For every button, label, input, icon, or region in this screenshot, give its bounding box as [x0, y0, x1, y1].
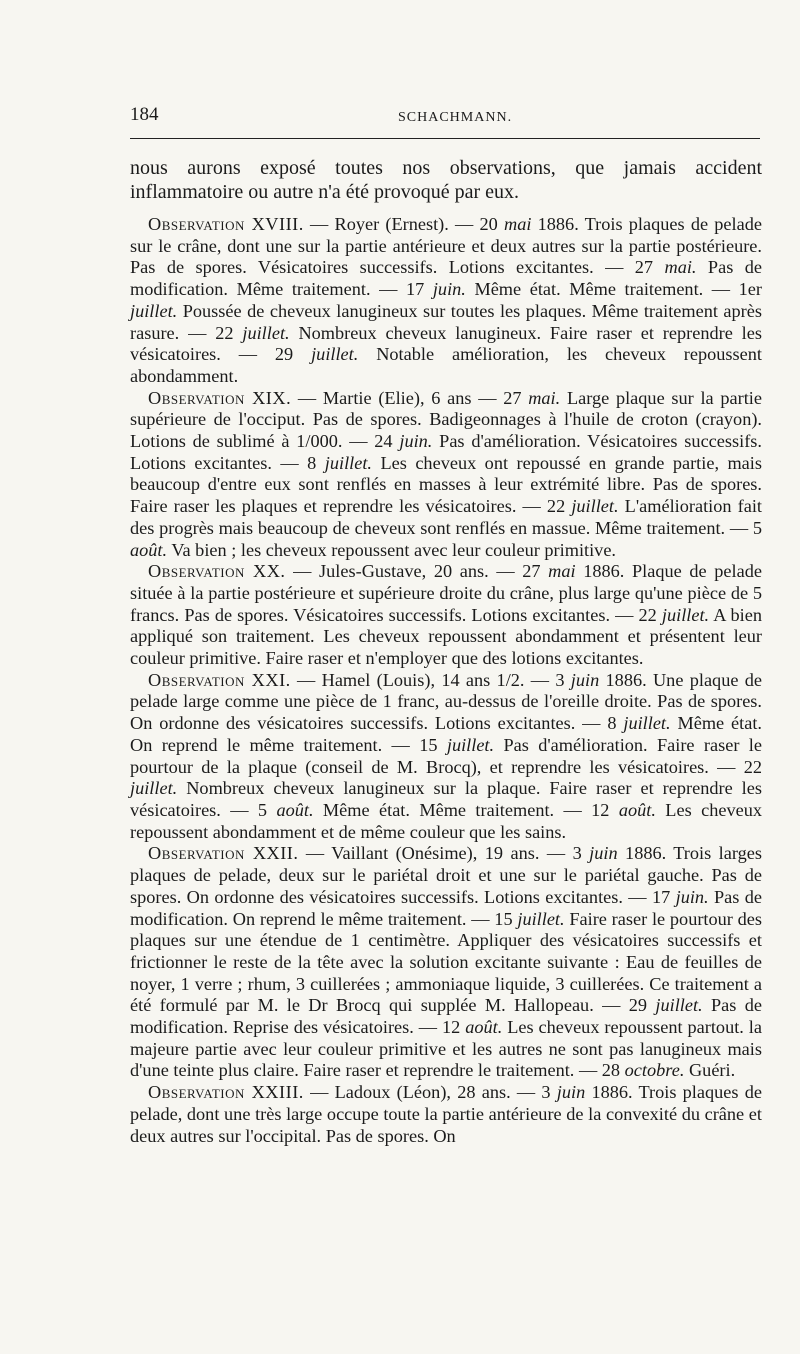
date-text: juin.: [432, 279, 466, 300]
observation-text: Large plaque sur la partie supérieure de l'occiput. Pas de spores. Badigeonnages à l'huile de croton (crayon). Lotions de sublimé à 1/000. — 24: [130, 387, 762, 452]
observation-text: Les cheveux repoussent abondamment et de même couleur que les sains.: [130, 799, 762, 842]
header-rule: [130, 138, 760, 139]
observation-text: — Martie (Elie), 6 ans — 27: [291, 387, 529, 408]
observation-text: — Ladoux (Léon), 28 ans. — 3: [303, 1082, 557, 1103]
observation-text: — Hamel (Louis), 14 ans 1/2. — 3: [290, 669, 571, 690]
observation-text: — Vaillant (Onésime), 19 ans. — 3: [298, 843, 590, 864]
observation-text: Pas d'amélioration. Faire raser le pourtour de la plaque (conseil de M. Brocq), et reprendre les vésicatoires. — 22: [130, 734, 762, 777]
observation-text: 1886. Une plaque de pelade large comme une pièce de 1 franc, au-dessus de l'oreille droite. Pas de spores. On ordonne des vésicatoires successifs. Lotions excitantes. — 8: [130, 669, 762, 734]
observation-paragraph: [130, 670, 762, 844]
date-text: juin: [589, 843, 618, 864]
observation-label: Observation XXI.: [148, 669, 291, 690]
observation-text: Pas d'amélioration. Vésicatoires successifs. Lotions excitantes. — 8: [130, 431, 762, 473]
page-header: [130, 104, 762, 132]
date-text: juillet.: [571, 496, 619, 517]
date-text: juillet.: [311, 344, 359, 365]
observation-paragraph: [130, 214, 762, 388]
date-text: juin.: [399, 431, 433, 452]
date-text: juin: [556, 1082, 586, 1103]
observation-text: A bien appliqué son traitement. Les cheveux repoussent abondamment et présentent leur couleur primitive. Faire raser et n'employer que des lotions excitantes.: [130, 604, 762, 669]
observation-text: Poussée de cheveux lanugineux sur toutes les plaques. Même traitement après rasure. — 22: [130, 300, 762, 343]
date-text: juillet.: [242, 322, 290, 343]
observation-label: Observation XXII.: [148, 843, 299, 864]
date-text: juillet.: [130, 778, 178, 799]
date-text: juin: [570, 669, 600, 690]
observation-text: Faire raser le pourtour des plaques sur une étendue de 1 centimètre. Appliquer des vésicatoires successifs et frictionner le reste de la tête avec la solution excitante suivante : Eau de feuilles de noyer, 1 verre ; rhum, 3 cuillerées ; ammoniaque liquide, 3 cuillerées. Ce traitement a été formulé par M. le Dr Brocq qui supplée M. Hallopeau. — 29: [130, 908, 763, 1016]
observation-paragraph: [130, 561, 762, 670]
observation-paragraph: [130, 388, 762, 562]
observation-text: L'amélioration fait des progrès mais beaucoup de cheveux sont renflés en massue. Même traitement. — 5: [130, 496, 762, 538]
date-text: août.: [618, 799, 656, 820]
observation-text: — Jules-Gustave, 20 ans. — 27: [285, 561, 549, 582]
page-number: 184: [130, 104, 159, 125]
date-text: juillet.: [324, 452, 373, 473]
date-text: juillet.: [446, 734, 495, 755]
date-text: août.: [276, 799, 314, 820]
observation-text: Pas de modification. Reprise des vésicatoires. — 12: [130, 995, 762, 1038]
observation-text: Pas de modification. Même traitement. — 17: [130, 257, 762, 300]
observation-paragraph: [130, 843, 762, 1082]
observation-text: Va bien ; les cheveux repoussent avec leur couleur primitive.: [167, 539, 617, 560]
date-text: mai: [548, 561, 576, 582]
observation-text: 1886. Plaque de pelade située à la partie postérieure et supérieure droite du crâne, plus large qu'une pièce de 5 francs. Pas de spores. Vésicatoires successifs. Lotions excitantes. — 22: [130, 561, 762, 625]
date-text: juillet.: [661, 604, 710, 625]
observation-text: Même état. Même traitement. — 1er: [465, 279, 763, 300]
observation-label: Observation XX.: [148, 561, 286, 582]
observation-text: Les cheveux repoussent partout. la majeure partie avec leur couleur primitive et les autres ne sont pas lanugineux mais d'une teinte plus claire. Faire raser et reprendre le traitement. — 28: [130, 1017, 762, 1081]
observation-text: 1886. Trois larges plaques de pelade, deux sur le pariétal droit et une sur le pariétal gauche. Pas de spores. On ordonne des vésicatoires successifs. Lotions excitantes. — 17: [130, 843, 762, 907]
body-text: [130, 156, 762, 1147]
observation-text: — Royer (Ernest). — 20: [303, 214, 505, 234]
date-text: mai.: [664, 257, 697, 278]
date-text: mai.: [528, 387, 561, 408]
date-text: juillet.: [130, 300, 178, 321]
observation-label: Observation XVIII.: [148, 214, 304, 234]
date-text: mai: [504, 214, 532, 234]
observation-text: Même état. On reprend le même traitement. — 15: [130, 713, 762, 755]
date-text: juillet.: [655, 995, 703, 1016]
date-text: août.: [130, 539, 168, 560]
date-text: juillet.: [517, 908, 565, 929]
running-head: SCHACHMANN.: [398, 110, 513, 125]
observation-text: Pas de modification. On reprend le même traitement. — 15: [130, 886, 763, 929]
observation-text: Les cheveux ont repoussé en grande partie, mais beaucoup d'entre eux sont renflés en masses à leur extrémité libre. Pas de spores. Faire raser les plaques et reprendre les vésicatoires. — 22: [130, 452, 762, 517]
date-text: octobre.: [624, 1060, 685, 1081]
observation-text: Nombreux cheveux lanugineux. Faire raser et reprendre les vésicatoires. — 29: [130, 322, 762, 365]
observation-text: Guéri.: [684, 1060, 736, 1081]
observation-paragraph: [130, 1082, 762, 1147]
date-text: juillet.: [623, 713, 671, 734]
date-text: août.: [465, 1017, 503, 1038]
observation-label: Observation XIX.: [148, 387, 292, 408]
intro-paragraph: nous aurons exposé toutes nos observations, que jamais accident inflammatoire ou autre n'a été provoqué par eux.: [130, 157, 762, 203]
observation-text: Nombreux cheveux lanugineux sur la plaque. Faire raser et reprendre les vésicatoires. — 5: [130, 778, 762, 820]
observation-text: 1886. Trois plaques de pelade, dont une très large occupe toute la partie antérieure de la convexité du crâne et deux autres sur l'occipital. Pas de spores. On: [130, 1082, 762, 1146]
date-text: juin.: [675, 886, 709, 907]
observation-text: 1886. Trois plaques de pelade sur le crâne, dont une sur la partie antérieure et deux autres sur la partie postérieure. Pas de spores. Vésicatoires successifs. Lotions excitantes. — 27: [130, 214, 762, 278]
observation-text: Même état. Même traitement. — 12: [313, 799, 619, 820]
observation-label: Observation XXIII.: [148, 1082, 304, 1103]
observation-text: Notable amélioration, les cheveux repoussent abondamment.: [130, 344, 762, 386]
